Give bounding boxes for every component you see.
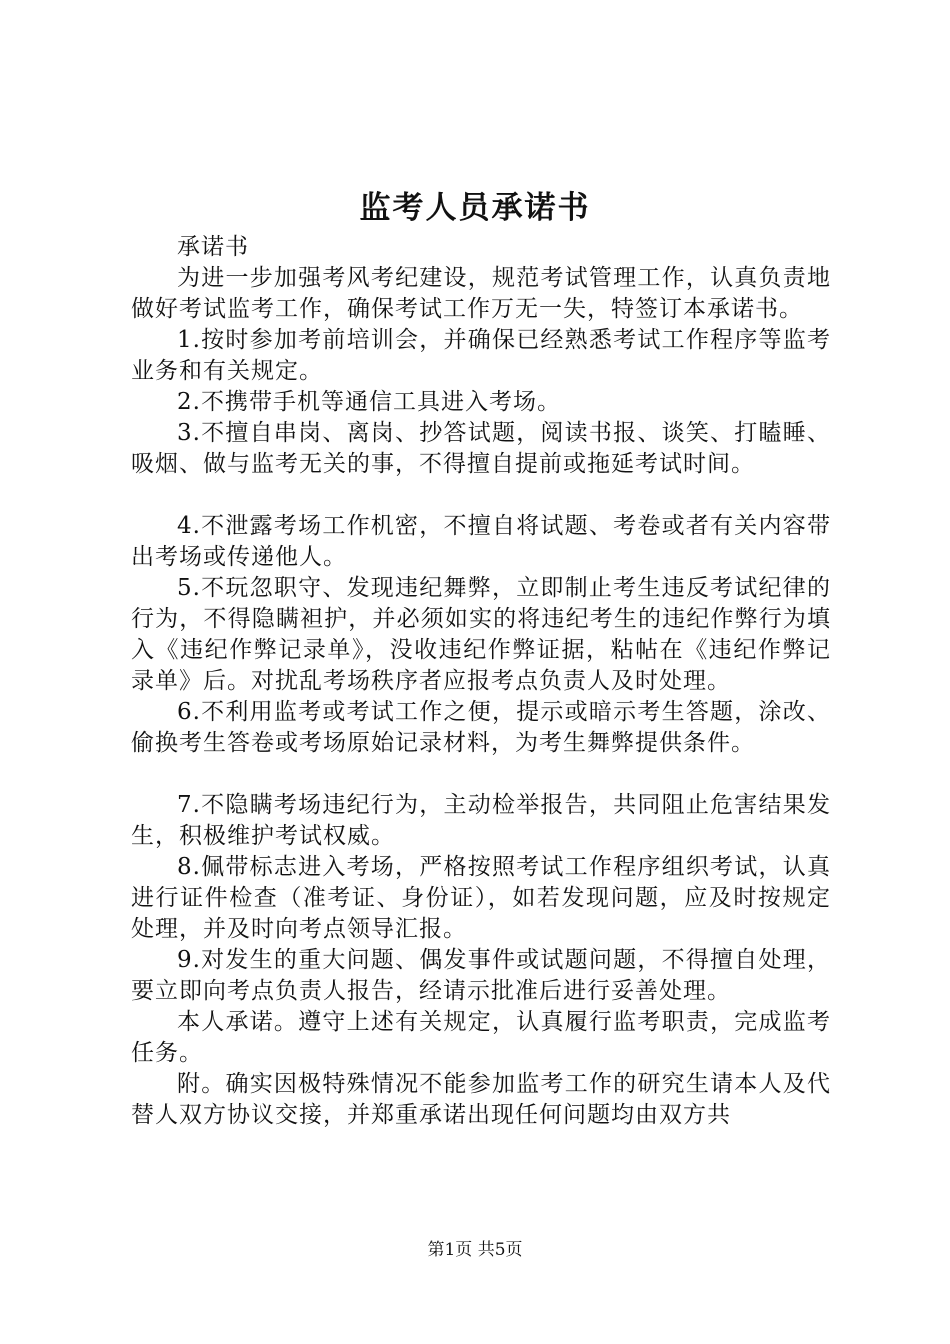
paragraph-item-3: 3.不擅自串岗、离岗、抄答试题，阅读书报、谈笑、打瞌睡、吸烟、做与监考无关的事，不得擅自提前或拖延考试时间。 — [131, 420, 831, 477]
paragraph-item-9: 9.对发生的重大问题、偶发事件或试题问题，不得擅自处理，要立即向考点负责人报告，经请示批准后进行妥善处理。 — [131, 947, 831, 1004]
paragraph-item-4: 4.不泄露考场工作机密，不擅自将试题、考卷或者有关内容带出考场或传递他人。 — [131, 513, 831, 570]
paragraph-item-5: 5.不玩忽职守、发现违纪舞弊，立即制止考生违反考试纪律的行为，不得隐瞒袒护，并必须如实的将违纪考生的违纪作弊行为填入《违纪作弊记录单》，没收违纪作弊证据，粘帖在《违纪作弊记录单》后。对扰乱考场秩序者应报考点负责人及时处理。 — [131, 575, 831, 694]
paragraph-commitment: 本人承诺。遵守上述有关规定，认真履行监考职责，完成监考任务。 — [131, 1009, 831, 1066]
paragraph-item-2: 2.不携带手机等通信工具进入考场。 — [177, 389, 561, 415]
page-footer: 第1页 共5页 — [427, 1240, 523, 1260]
paragraph-item-8: 8.佩带标志进入考场，严格按照考试工作程序组织考试，认真进行证件检查（准考证、身份证），如若发现问题，应及时按规定处理，并及时向考点领导汇报。 — [131, 854, 831, 942]
paragraph-item-7: 7.不隐瞒考场违纪行为，主动检举报告，共同阻止危害结果发生，积极维护考试权威。 — [131, 792, 831, 849]
paragraph-item-1: 1.按时参加考前培训会，并确保已经熟悉考试工作程序等监考业务和有关规定。 — [131, 327, 831, 384]
page-title: 监考人员承诺书 — [359, 190, 591, 226]
document-body — [131, 232, 831, 1131]
paragraph-appendix: 附。确实因极特殊情况不能参加监考工作的研究生请本人及代替人双方协议交接，并郑重承诺出现任何问题均由双方共 — [131, 1071, 831, 1128]
paragraph-heading: 承诺书 — [177, 234, 249, 260]
paragraph-intro: 为进一步加强考风考纪建设，规范考试管理工作，认真负责地做好考试监考工作，确保考试工作万无一失，特签订本承诺书。 — [131, 265, 831, 322]
paragraph-item-6: 6.不利用监考或考试工作之便，提示或暗示考生答题，涂改、偷换考生答卷或考场原始记录材料，为考生舞弊提供条件。 — [131, 699, 831, 756]
